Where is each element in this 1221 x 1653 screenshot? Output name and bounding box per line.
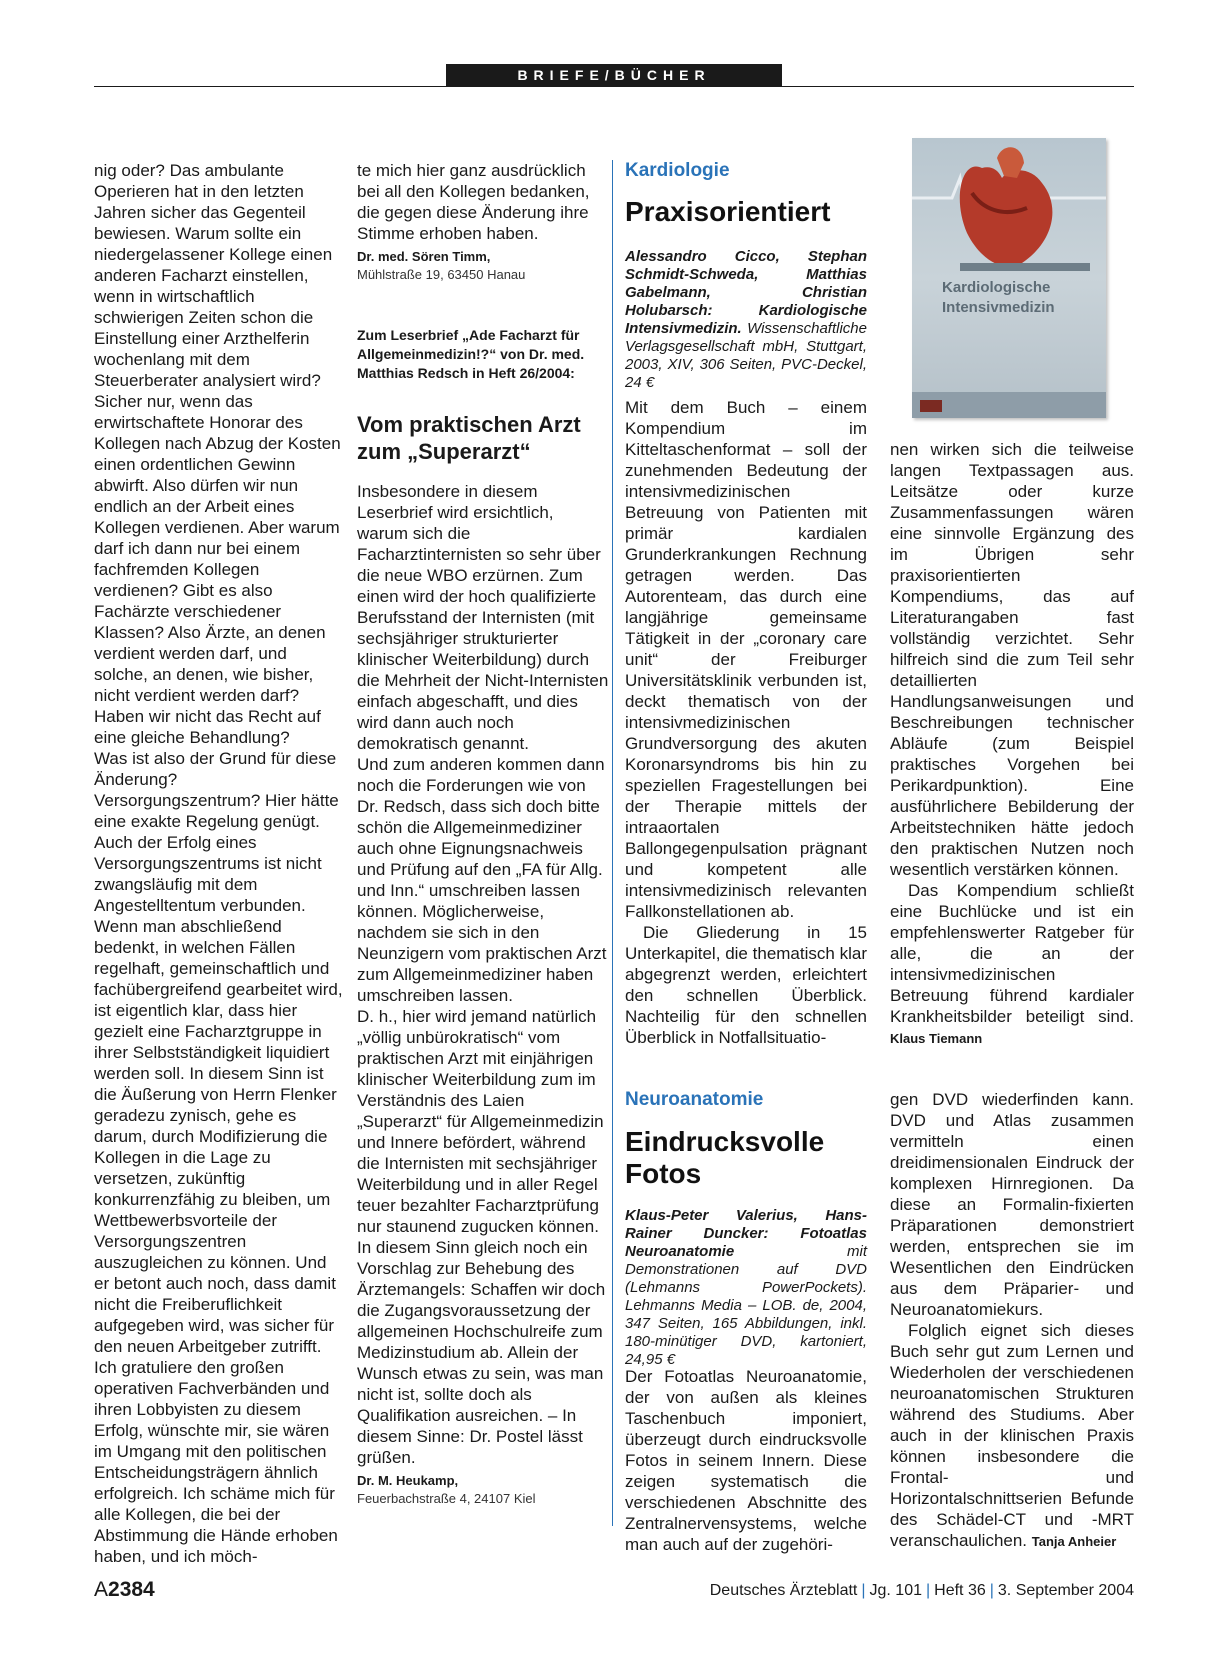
letter-signature: Dr. M. Heukamp, — [357, 1473, 459, 1488]
letter-intro: Zum Leserbrief „Ade Facharzt für Allgemeinmedizin!?“ von Dr. med. Matthias Redsch in Heft 26/2004: — [357, 327, 585, 381]
letter-paragraph: nig oder? Das ambulante Operieren hat in den letzten Jahren sicher das Gegenteil bewiesen. Warum sollte ein niedergelassener Kollege einen anderen Facharzt einstellen, wenn in wirtschaftlich schwierigen Zeiten schon die Einstellung einer Arzthelferin wochenlang mit dem Steuerberater analysiert wird? Sicher nur, wenn das erwirtschaftete Honorar des Kollegen nach Abzug der Kosten einen ordentlichen Gewinn abwirft. Also dürfen wir nun endlich an der Arbeit eines Kollegen verdienen. Aber warum darf ich dann nur bei einem fachfremden Kollegen verdienen? Gibt es also Fachärzte verschiedener Klassen? Also Ärzte, an denen verdient werden darf, und solche, an denen, wie bisher, nicht verdient werden darf? Haben wir nicht das Recht auf eine gleiche Behandlung? — [94, 161, 341, 747]
page-footer — [94, 1578, 1134, 1608]
issue: Heft 36 — [934, 1582, 986, 1599]
letter-column-1 — [94, 160, 344, 1567]
review-kicker: Kardiologie — [625, 160, 730, 181]
letter-paragraph: Was ist also der Grund für diese Änderung? Versorgungszentrum? Hier hätte eine exakte Regelung genügt. Auch der Erfolg eines Versorgungszentrums ist nicht zwangsläufig mit dem Angestelltentum verbunden. — [94, 749, 339, 915]
publisher-logo — [920, 400, 942, 412]
review-paragraph: Mit dem Buch – einem Kompendium im Kitteltaschenformat – soll der zunehmenden Bedeutung der intensivmedizinischen Betreuung von Patienten mit primär kardialen Grunderkrankungen Rechnung getragen werden. Das Autorenteam, das durch eine langjährige gemeinsame Tätigkeit in der „coronary care unit“ der Freiburger Universitätsklinik verbunden ist, deckt thematisch von der intensivmedizinischen Grundversorgung des akuten Koronarsyndroms bis hin zu speziellen Fragestellungen bei der Therapie mittels der intraaortalen Ballongegenpulsation prägnant und kompetent alle intensivmedizinisch relevanten Fallkonstellationen ab. — [625, 398, 867, 921]
separator: | — [926, 1582, 931, 1599]
review-bibliography — [625, 248, 867, 392]
letter-paragraph: D. h., hier wird jemand natürlich „völlig unbürokratisch“ vom praktischen Arzt mit einjährigen klinischer Weiterbildung zum im Verständnis des Laien „Superarzt“ für Allgemeinmedizin und Innere befördert, während die Internisten mit sechsjähriger Weiterbildung und in aller Regel teuer bezahlter Facharztprüfung nur staunend zugucken können. — [357, 1007, 604, 1236]
letter-headline: Vom praktischen Arzt zum „Superarzt“ — [357, 412, 581, 464]
review-text-column — [625, 1366, 867, 1555]
bibliography-details: Wissenschaftliche Verlagsgesellschaft mbH, Stuttgart, 2003, XIV, 306 Seiten, PVC-Deckel, 24 € — [625, 320, 867, 391]
review-paragraph: Der Fotoatlas Neuroanatomie, der von außen als kleines Taschenbuch imponiert, überzeugt durch eindrucksvolle Fotos in seinem Innern. Diese zeigen systematisch die verschiedenen Abschnitte des Zentralnervensystems, welche man auch auf der zugehöri- — [625, 1367, 867, 1554]
review-author: Klaus Tiemann — [890, 1031, 983, 1046]
review-title: Praxisorientiert — [625, 196, 831, 227]
bibliography-authors: Klaus-Peter Valerius, Hans-Rainer Duncker: Fotoatlas Neuroanatomie — [625, 1207, 867, 1260]
issue-date: 3. September 2004 — [997, 1582, 1134, 1599]
review-paragraph: Das Kompendium schließt eine Buchlücke und ist ein empfehlenswerter Ratgeber für alle, die an der intensivmedizinischen Betreuung führend kardialer Krankheitsbilder beteiligt sind. Klaus Tiemann — [890, 881, 1134, 1046]
review-bibliography — [625, 1207, 867, 1369]
separator: | — [861, 1582, 866, 1599]
review-text-column — [625, 397, 867, 1048]
letter-address: Mühlstraße 19, 63450 Hanau — [357, 267, 526, 282]
review-text-column — [890, 1089, 1134, 1552]
letter-paragraph: Und zum anderen kommen dann noch die Forderungen wie von Dr. Redsch, dass sich doch bitte schön die Allgemeinmediziner auch ohne Eignungsnachweis und Prüfung auf den „FA für Allg. und Inn.“ umschreiben lassen können. Möglicherweise, nachdem sie sich in den Neunzigern vom praktischen Arzt zum Allgemeinmediziner haben umschreiben lassen. — [357, 755, 607, 1005]
review-kicker: Neuroanatomie — [625, 1089, 764, 1110]
review-paragraph: Die Gliederung in 15 Unterkapitel, die thematisch klar abgegrenzt werden, erleichtert den schnellen Überblick. Nachteilig für den schnellen Überblick in Notfallsituatio- — [625, 923, 867, 1047]
book-cover-image — [912, 138, 1106, 418]
review-paragraph: Folglich eignet sich dieses Buch sehr gut zum Lernen und Wiederholen der verschiedenen neuroanatomischen Strukturen während des Studiums. Aber auch in der klinischen Praxis können insbesondere die Frontal- und Horizontalschnittserien Befunde des Schädel-CT und -MRT veranschaulichen. Tanja Anheier — [890, 1321, 1134, 1550]
column-divider — [612, 160, 613, 1526]
review-title: Eindrucksvolle Fotos — [625, 1126, 825, 1189]
bibliography-authors: Alessandro Cicco, Stephan Schmidt-Schweda, Matthias Gabelmann, Christian Holubarsch: Kardiologische Intensivmedizin. — [625, 248, 867, 337]
separator: | — [989, 1582, 994, 1599]
review-text-column — [890, 439, 1134, 1049]
review-author: Tanja Anheier — [1031, 1534, 1117, 1549]
letter-column-2 — [357, 160, 609, 1508]
volume: Jg. 101 — [869, 1582, 922, 1599]
review-paragraph: gen DVD wiederfinden kann. DVD und Atlas zusammen vermitteln einen dreidimensionalen Eindruck der komplexen Hirnregionen. Da diese an Formalin-fixierten Präparationen demonstriert werden, entsprechen sie im Wesentlichen den Eindrücken aus dem Präparier- und Neuroanatomiekurs. — [890, 1090, 1134, 1319]
review-paragraph: nen wirken sich die teilweise langen Textpassagen aus. Leitsätze oder kurze Zusammenfassungen wären eine sinnvolle Ergänzung des im Übrigen sehr praxisorientierten Kompendiums, das auf Literaturangaben fast vollständig verzichtet. Sehr hilfreich sind die zum Teil sehr detaillierten Handlungsanweisungen und Beschreibungen technischer Abläufe (zum Beispiel praktisches Vorgehen bei Perikardpunktion). Eine ausführlichere Bebilderung der Arbeitstechniken hätte jedoch den praktischen Nutzen noch wesentlich verstärken können. — [890, 440, 1134, 879]
letter-paragraph: Insbesondere in diesem Leserbrief wird ersichtlich, warum sich die Facharztinternisten so sehr über die neue WBO erzürnen. Zum einen wird der hoch qualifizierte Berufsstand der Internisten (mit sechsjähriger strukturierter klinischer Weiterbildung) durch die Mehrheit der Nicht-Internisten einfach abgeschafft, und dies wird dann auch noch demokratisch genannt. — [357, 482, 609, 753]
letter-signature: Dr. med. Sören Timm, — [357, 249, 491, 264]
section-header: BRIEFE/BÜCHER — [446, 64, 782, 86]
page-number: A2384 — [94, 1578, 155, 1601]
letter-paragraph: Wenn man abschließend bedenkt, in welchen Fällen regelhaft, gemeinschaftlich und fachübergreifend gearbeitet wird, ist eigentlich klar, dass hier gezielt eine Facharztgruppe in ihrer Selbstständigkeit liquidiert werden soll. In diesem Sinn ist die Äußerung von Herrn Flenker geradezu zynisch, gehe es darum, durch Modifizierung die Kollegen in die Lage zu versetzen, zukünftig konkurrenzfähig zu bleiben, um Wettbewerbsvorteile der Versorgungszentren auszugleichen zu können. Und er betont auch noch, dass damit nicht die Freiberuflichkeit aufgegeben wird, was sicher für den neuen Arbeitgeber zutrifft. Ich gratuliere den großen operativen Fachverbänden und ihren Lobbyisten zu diesem Erfolg, wünschte mir, sie wären im Umgang mit den politischen Entscheidungsträgern ähnlich erfolgreich. Ich schäme mich für alle Kollegen, die bei der Abstimmung die Hände erhoben haben, und ich möch- — [94, 917, 343, 1566]
journal-name: Deutsches Ärzteblatt — [709, 1582, 858, 1599]
cover-title: Kardiologische Intensivmedizin — [942, 279, 1055, 316]
letter-paragraph: te mich hier ganz ausdrücklich bei all den Kollegen bedanken, die gegen diese Änderung ihre Stimme erhoben haben. — [357, 161, 590, 243]
letter-address: Feuerbachstraße 4, 24107 Kiel — [357, 1491, 536, 1506]
header-rule — [94, 86, 1134, 87]
letter-paragraph: In diesem Sinn gleich noch ein Vorschlag zur Behebung des Ärztemangels: Schaffen wir doch die Zugangsvoraussetzung der allgemeinen Hochschulreife zum Medizinstudium ab. Allein der Wunsch etwas zu sein, was man nicht ist, sollte doch als Qualifikation ausreichen. – In diesem Sinne: Dr. Postel lässt grüßen. — [357, 1238, 606, 1467]
journal-info — [710, 1582, 1134, 1600]
bibliography-details: mit Demonstrationen auf DVD (Lehmanns PowerPockets). Lehmanns Media – LOB. de, 2004, 347 Seiten, 165 Abbildungen, inkl. 180-minütiger DVD, kartoniert, 24,95 € — [625, 1243, 867, 1368]
cover-subtitle-bar — [960, 263, 1090, 271]
